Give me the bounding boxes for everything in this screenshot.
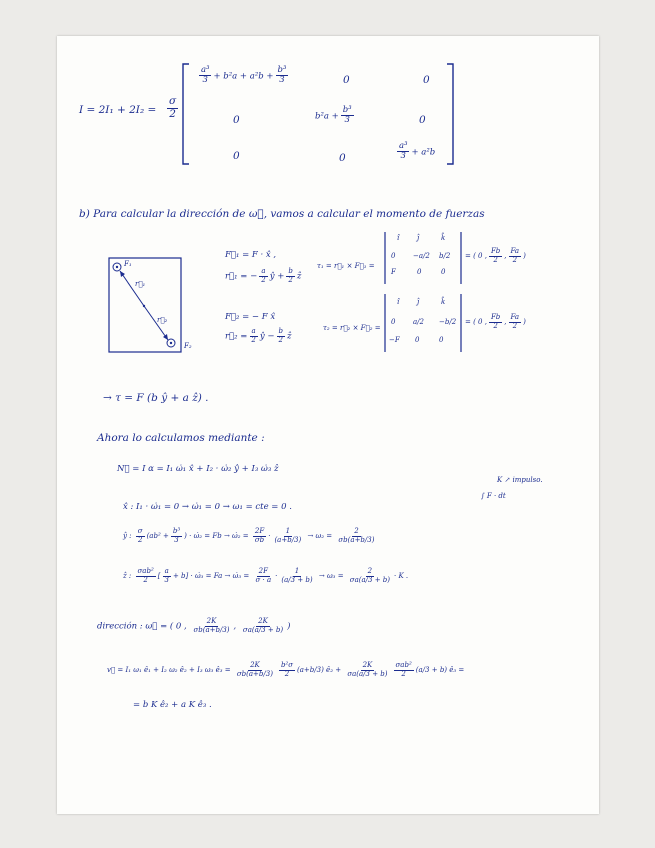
calc-intro: Ahora lo calculamos mediante : — [97, 432, 265, 444]
force-f1: F⃗₁ = F · x̂ , — [225, 250, 277, 260]
label-f1: F₁ — [124, 260, 132, 268]
inertia-factor: $\frac{\sigma}{2}$ — [169, 95, 177, 120]
determinant1-bars — [57, 36, 599, 814]
y-component: ŷ : $\frac{\sigma}{2}$ (ab² + $\frac{\text{b³}}{3}$ ) · ω̇₂ = Fb → ω̇₂ = $\frac{2F}{\sigma b}$ · $\frac{1}{(a+b/3)}$ → ω₂ = $\frac{2}{\sigma b(a+b/3)}$ — [123, 527, 375, 544]
notebook-page — [57, 36, 599, 814]
det1-row2: 0 −a/2 b/2 — [391, 252, 451, 260]
euler-equation: N⃗ = I α = I₁ ω̇₁ x̂ + I₂ · ω̇₂ ŷ + I₃ ω̇₃ ẑ — [117, 464, 279, 474]
det1-row3: F 0 0 — [391, 268, 446, 276]
label-f2: F₂ — [184, 342, 192, 350]
direction-line: dirección : ω⃗ = ( 0 , $\frac{2K}{\sigma b(a+b/3)}$ , $\frac{2K}{\sigma a(a/3 + b)}$ ) — [97, 617, 291, 634]
matrix-entry-11: $\frac{\text{a³}}{3}$ + b²a + a²b + $\frac{\text{b³}}{3}$ — [201, 65, 287, 86]
det2-row2: 0 a/2 −b/2 — [391, 318, 457, 326]
matrix-entry-13: 0 — [423, 74, 430, 86]
det2-row1: î ĵ k̂ — [397, 298, 446, 306]
label-r2: r⃗₂ — [157, 316, 168, 324]
matrix-entry-21: 0 — [233, 114, 240, 126]
position-r2: r⃗₂ = $\frac{a}{2}$ ŷ − $\frac{b}{2}$ ẑ — [225, 327, 292, 344]
section-b-heading: b) Para calcular la dirección de ω⃗, vamos a calcular el momento de fuerzas — [79, 208, 485, 220]
det2-row3: −F 0 0 — [389, 336, 444, 344]
torque1-lhs: τ₁ = r⃗₁ × F⃗₁ = — [317, 262, 375, 270]
matrix-entry-33: $\frac{\text{a³}}{3}$ + a²b — [399, 141, 436, 162]
matrix-entry-23: 0 — [419, 114, 426, 126]
label-r1: r⃗₁ — [135, 280, 146, 288]
impulse-integral: ∫ F · dt — [481, 492, 506, 500]
z-component: ẑ : $\frac{\text{σab²}}{2}$ [ $\frac{a}{3}$ + b] · ω̇₃ = Fa → ω̇₃ = $\frac{2F}{\sigma \cdot a}$ · $\frac{1}{(a/3 + b)}$ → ω₃ = $\frac{2}{\sigma a(a/3 + b)}$ · K . — [123, 567, 409, 584]
inertia-lhs: I = 2I₁ + 2I₂ = — [79, 104, 157, 116]
matrix-entry-22: b²a + $\frac{\text{b³}}{3}$ — [315, 105, 352, 126]
velocity-result: = b K ê₂ + a K ê₃ . — [133, 700, 212, 710]
force-f2: F⃗₂ = − F x̂ — [225, 312, 276, 322]
total-torque: → τ = F (b ŷ + a ẑ) . — [103, 392, 209, 404]
position-r1: r⃗₁ = − $\frac{a}{2}$ ŷ + $\frac{b}{2}$ ẑ — [225, 267, 302, 284]
matrix-entry-32: 0 — [339, 152, 346, 164]
matrix-entry-31: 0 — [233, 150, 240, 162]
torque2-lhs: τ₂ = r⃗₂ × F⃗₂ = — [323, 324, 381, 332]
x-component: x̂ : I₁ · ω̇₁ = 0 → ω̇₁ = 0 → ω₁ = cte = 0 . — [123, 502, 292, 512]
matrix-entry-12: 0 — [343, 74, 350, 86]
velocity-line: v⃗ = I₁ ω₁ ê₁ + I₂ ω₂ ê₂ + I₃ ω₃ ê₃ = $\frac{2K}{\sigma b(a+b/3)}$ $\frac{\text{b²σ}}{2}$ (a+b/3) ê₂ + $\frac{2K}{\sigma a(a/3 + b)}$ $\frac{\text{σab²}}{2}$ (a/3 + b) ê₃ = — [107, 661, 465, 678]
torque2-result: = ( 0 , $\frac{Fb}{2}$ , $\frac{Fa}{2}$ ) — [465, 313, 526, 330]
det1-row1: î ĵ k̂ — [397, 234, 446, 242]
impulse-label: K ↗ impulso. — [497, 476, 543, 484]
torque1-result: = ( 0 , $\frac{Fb}{2}$ , $\frac{Fa}{2}$ ) — [465, 247, 526, 264]
